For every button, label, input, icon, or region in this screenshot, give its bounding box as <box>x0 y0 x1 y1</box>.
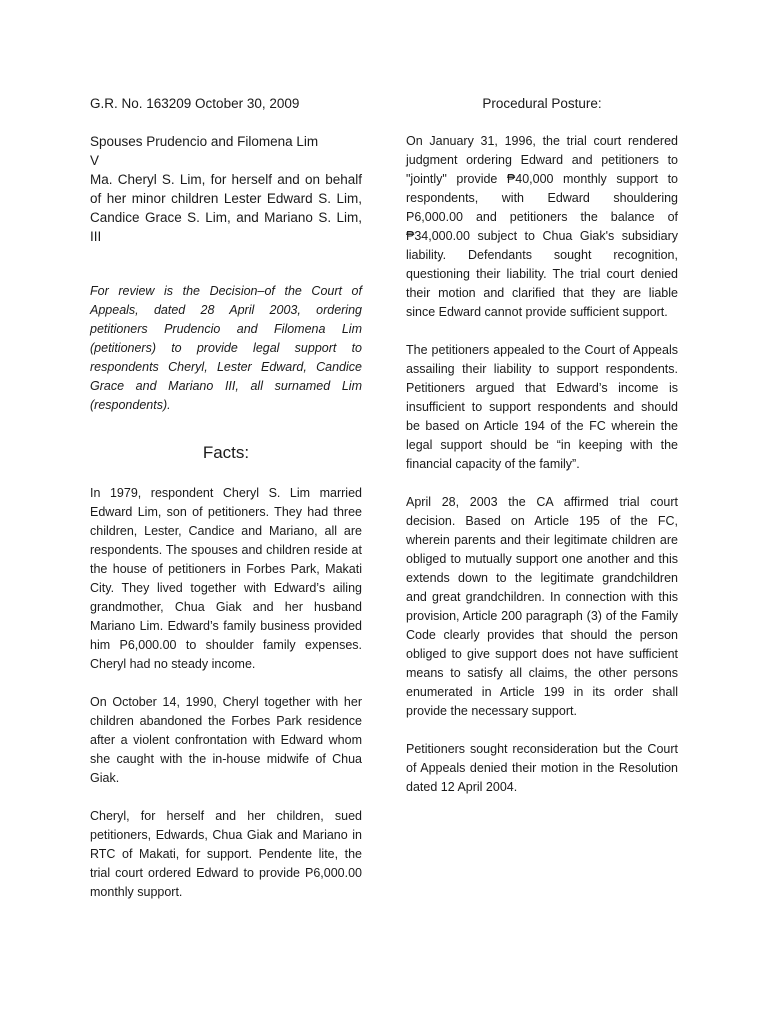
procedural-posture-heading: Procedural Posture: <box>482 96 602 111</box>
facts-heading: Facts: <box>202 443 250 462</box>
right-column <box>406 94 678 797</box>
posture-paragraph-4: Petitioners sought reconsideration but the Court of Appeals denied their motion in the Resolution dated 12 April 2004. <box>406 742 678 794</box>
petitioners-name: Spouses Prudencio and Filomena Lim <box>90 134 319 149</box>
posture-paragraph-1: On January 31, 1996, the trial court rendered judgment ordering Edward and petitioners to "jointly" provide ₱40,000 monthly support to respondents, with Edward shouldering P6,000.00 and petitioners the balance of ₱34,000.00 subject to Chua Giak's subsidiary liability. Defendants sought recognition, questioning their liability. The trial court denied their motion and clarified that they are liable since Edward cannot provide sufficient support. <box>406 134 678 319</box>
facts-paragraph-1: In 1979, respondent Cheryl S. Lim married Edward Lim, son of petitioners. They had three children, Lester, Candice and Mariano, all are respondents. The spouses and children reside at the house of petitioners in Forbes Park, Makati City. They lived together with Edward’s ailing grandmother, Chua Giak and her husband Mariano Lim. Edward’s family business provided him P6,000.00 to shoulder family expenses. Cheryl had no steady income. <box>90 486 362 671</box>
case-number: G.R. No. 163209 October 30, 2009 <box>90 96 300 111</box>
respondents-name: Ma. Cheryl S. Lim, for herself and on behalf of her minor children Lester Edward S. Lim, Candice Grace S. Lim, and Mariano S. Lim, III <box>90 172 362 244</box>
review-paragraph: For review is the Decision–of the Court of Appeals, dated 28 April 2003, ordering petitioners Prudencio and Filomena Lim (petitioners) to provide legal support to respondents Cheryl, Lester Edward, Candice Grace and Mariano III, all surnamed Lim (respondents). <box>90 284 362 412</box>
posture-paragraph-2: The petitioners appealed to the Court of Appeals assailing their liability to support respondents. Petitioners argued that Edward’s income is insufficient to support respondents and should be based on Article 194 of the FC wherein the legal support should be “in keeping with the financial capacity of the family”. <box>406 343 678 471</box>
facts-paragraph-3: Cheryl, for herself and her children, sued petitioners, Edwards, Chua Giak and Mariano in RTC of Makati, for support. Pendente lite, the trial court ordered Edward to provide P6,000.00 monthly support. <box>90 809 362 899</box>
posture-paragraph-3: April 28, 2003 the CA affirmed trial court decision. Based on Article 195 of the FC, wherein parents and their legitimate children are obliged to mutually support one another and this extends down to the legitimate grandchildren and great grandchildren. In connection with this provision, Article 200 paragraph (3) of the Family Code clearly provides that should the person obliged to give support does not have sufficient means to satisfy all claims, the other persons enumerated in Article 199 in its order shall provide the necessary support. <box>406 495 678 718</box>
facts-paragraph-2: On October 14, 1990, Cheryl together with her children abandoned the Forbes Park residence after a violent confrontation with Edward whom she caught with the in-house midwife of Chua Giak. <box>90 695 362 785</box>
case-parties <box>90 132 362 246</box>
versus-label: V <box>90 153 100 168</box>
left-column <box>90 94 362 902</box>
